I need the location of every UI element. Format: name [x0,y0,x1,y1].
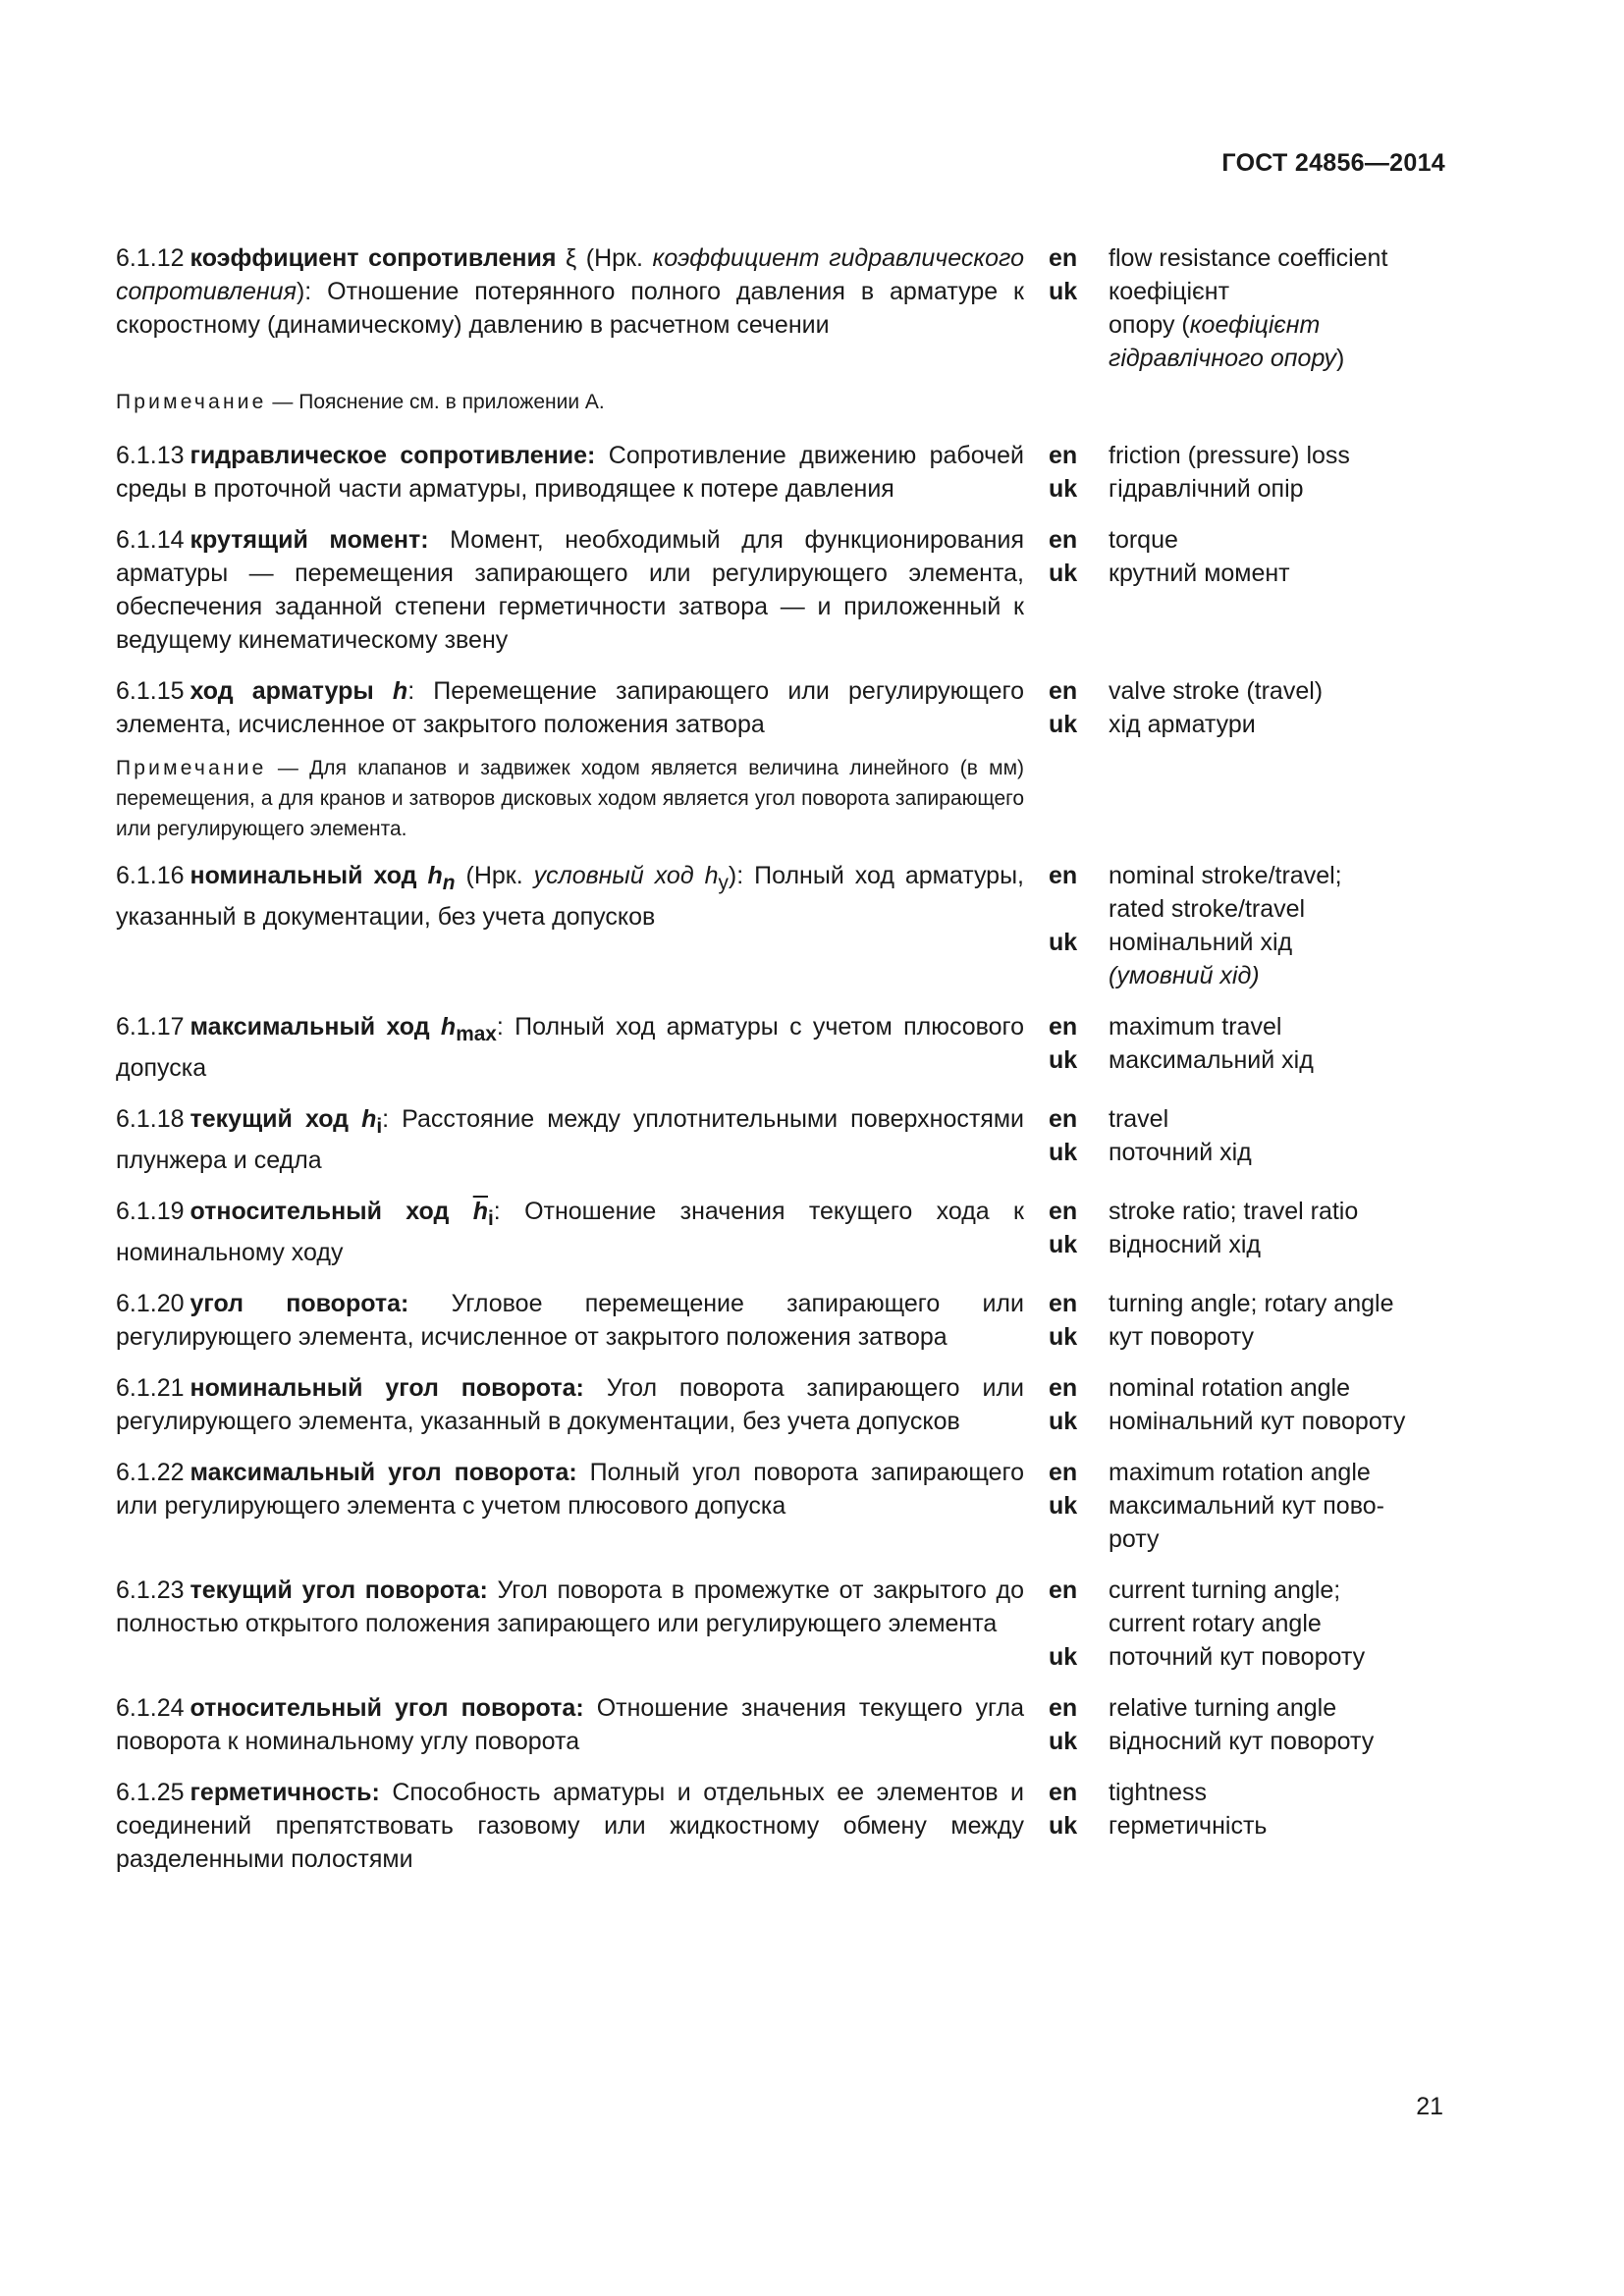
term-entry [116,1691,1447,1758]
term-uk: коефіцієнт опору (коефіцієнт гідравлічного опору) [1109,278,1345,372]
term-number: 6.1.20 [116,1290,185,1317]
deprecated-term: коэффициент гидравлического сопротивления [116,244,1024,305]
term-uk: герметичність [1109,1812,1268,1840]
term-symbol: h [361,1105,377,1133]
term-definition: 6.1.19 относительный ход $\overline{h}_i$: Отношение значения текущего хода к номинальному ходу [116,1198,1024,1266]
translations [1049,241,1387,375]
term-en: turning angle; rotary angle [1109,1290,1394,1317]
term-uk: максимальний хід [1109,1046,1314,1074]
term-definition: 6.1.24 относительный угол поворота: Отношение значения текущего угла поворота к номинальному углу поворота [116,1694,1025,1755]
term-entry [116,1574,1447,1674]
lang-code-uk: uk [1049,278,1078,305]
term-en: maximum rotation angle [1109,1459,1371,1486]
term-number: 6.1.13 [116,442,185,469]
term-uk: гідравлічний опір [1109,475,1304,503]
term-name: номинальный ход [189,862,417,889]
translations: en turning angle; rotary angle uk кут повороту [1049,1287,1387,1354]
term-en: friction (pressure) loss [1109,442,1350,469]
term-entry [116,1371,1447,1438]
term-definition: 6.1.22 максимальный угол поворота: Полный угол поворота запирающего или регулирующего элемента с учетом плюсового допуска [116,1459,1024,1520]
term-en: stroke ratio; travel ratio [1109,1198,1359,1225]
term-uk: крутний момент [1109,560,1290,587]
term-entry [116,523,1447,657]
term-name: текущий угол поворота: [189,1576,488,1604]
term-entry [116,1287,1447,1354]
term-number: 6.1.18 [116,1105,185,1133]
translations: en nominal stroke/travel; rated stroke/travel uk номінальний хід (умовний хід) [1049,859,1387,992]
translations: en tightness uk герметичність [1049,1776,1387,1842]
term-note: Примечание — Для клапанов и задвижек ходом является величина линейного (в мм) перемещения, а для кранов и затворов дисковых ходом является угол поворота запирающего или регулирующего элемента. [116,757,1024,840]
translations: en friction (pressure) loss uk гідравлічний опір [1049,439,1387,506]
translations: en relative turning angle uk відносний кут повороту [1049,1691,1387,1758]
translations: en stroke ratio; travel ratio uk відносний хід [1049,1195,1387,1261]
term-name: относительный угол поворота: [189,1694,584,1722]
term-definition: 6.1.23 текущий угол поворота: Угол поворота в промежутке от закрытого до полностью открытого положения запирающего или регулирующего элемента [116,1576,1024,1637]
term-number: 6.1.23 [116,1576,185,1604]
term-en: torque [1109,526,1178,554]
term-symbol: h [427,862,443,889]
term-entry [116,439,1447,506]
term-en: maximum travel [1109,1013,1282,1041]
term-number: 6.1.17 [116,1013,185,1041]
term-uk: номінальний хід (умовний хід) [1109,929,1293,989]
translations: en nominal rotation angle uk номінальний кут повороту [1049,1371,1387,1438]
term-definition: 6.1.15 ход арматуры h: Перемещение запирающего или регулирующего элемента, исчисленное от закрытого положения затвора [116,677,1025,738]
term-uk: хід арматури [1109,711,1256,738]
term-entry [116,1456,1447,1556]
term-name: относительный ход [189,1198,450,1225]
term-uk: поточний хід [1109,1139,1252,1166]
term-definition: 6.1.18 текущий ход $h_i$: Расстояние между уплотнительными поверхностями плунжера и седла [116,1105,1025,1174]
term-en: relative turning angle [1109,1694,1337,1722]
term-number: 6.1.22 [116,1459,185,1486]
term-entry [116,241,1447,375]
term-name: угол поворота: [189,1290,409,1317]
term-definition: 6.1.16 номинальный ход $h_n$ (Нрк. условный ход $h_y$): Полный ход арматуры, указанный в документации, без учета допусков [116,862,1024,931]
term-definition: 6.1.20 угол поворота: Угловое перемещение запирающего или регулирующего элемента, исчисленное от закрытого положения затвора [116,1290,1024,1351]
term-number: 6.1.19 [116,1198,185,1225]
deprecated-term: условный ход h [533,862,719,889]
term-en: current turning angle; current rotary angle [1109,1576,1341,1637]
term-en: nominal rotation angle [1109,1374,1350,1402]
term-uk: кут повороту [1109,1323,1254,1351]
term-entry [116,1776,1447,1876]
term-entry [116,1195,1447,1269]
term-definition: 6.1.25 герметичность: Способность арматуры и отдельных ее элементов и соединений препятствовать газовому или жидкостному обмену между разделенными полостями [116,1779,1024,1873]
term-en: tightness [1109,1779,1208,1806]
term-entry [116,674,1447,741]
term-entry [116,859,1447,992]
term-definition: 6.1.13 гидравлическое сопротивление: Сопротивление движению рабочей среды в проточной части арматуры, приводящее к потере давления [116,442,1024,503]
term-name: номинальный угол поворота: [189,1374,584,1402]
translations: en maximum rotation angle uk максимальний кут пово- роту [1049,1456,1387,1556]
term-definition: 6.1.17 максимальный ход $h_{max}$: Полный ход арматуры с учетом плюсового допуска [116,1013,1025,1082]
term-name: гидравлическое сопротивление: [189,442,596,469]
term-definition: 6.1.14 крутящий момент: Момент, необходимый для функционирования арматуры — перемещения запирающего или регулирующего элемента, обеспечения заданной степени герметичности затвора — и приложенный к ведущему кинематическому звену [116,526,1024,654]
term-symbol: h [392,677,408,705]
term-en: flow resistance coefficient [1109,244,1388,272]
term-number: 6.1.12 [116,244,185,272]
translations: en torque uk крутний момент [1049,523,1387,590]
term-number: 6.1.25 [116,1779,185,1806]
term-name: ход арматуры [189,677,374,705]
term-symbol: $\overline{h}$ [472,1198,488,1225]
translations: en valve stroke (travel) uk хід арматури [1049,674,1387,741]
term-entry [116,1102,1447,1177]
term-name: крутящий момент: [189,526,429,554]
term-uk: відносний кут повороту [1109,1728,1375,1755]
term-number: 6.1.14 [116,526,185,554]
term-number: 6.1.16 [116,862,185,889]
term-uk: поточний кут повороту [1109,1643,1366,1671]
term-symbol: h [440,1013,457,1041]
term-name: текущий ход [189,1105,350,1133]
term-en: travel [1109,1105,1169,1133]
term-number: 6.1.24 [116,1694,185,1722]
term-uk: відносний хід [1109,1231,1261,1258]
term-name: максимальный угол поворота: [189,1459,577,1486]
page-number: 21 [1416,2093,1443,2120]
term-uk: максимальний кут пово- роту [1109,1492,1384,1553]
translations: en travel uk поточний хід [1049,1102,1387,1169]
translations: en current turning angle; current rotary angle uk поточний кут повороту [1049,1574,1387,1674]
term-en: valve stroke (travel) [1109,677,1324,705]
term-en: nominal stroke/travel; rated stroke/travel [1109,862,1342,923]
term-uk: номінальний кут повороту [1109,1408,1406,1435]
term-note: Примечание — Пояснение см. в приложении А. [116,391,605,413]
document-header: ГОСТ 24856—2014 [1221,149,1445,177]
term-name: герметичность: [189,1779,380,1806]
term-number: 6.1.15 [116,677,185,705]
term-definition: 6.1.21 номинальный угол поворота: Угол поворота запирающего или регулирующего элемента, указанный в документации, без учета допусков [116,1374,1024,1435]
term-name: коэффициент сопротивления [189,244,557,272]
terms-section [116,241,1447,1876]
term-name: максимальный ход [189,1013,430,1041]
translations: en maximum travel uk максимальний хід [1049,1010,1387,1077]
term-number: 6.1.21 [116,1374,185,1402]
term-definition: 6.1.12 коэффициент сопротивления ξ (Нрк. коэффициент гидравлического сопротивления): Отношение потерянного полного давления в арматуре к скоростному (динамическому) давлению в расчетном сечении [116,244,1024,339]
lang-code-en: en [1049,244,1078,272]
term-entry [116,1010,1447,1085]
